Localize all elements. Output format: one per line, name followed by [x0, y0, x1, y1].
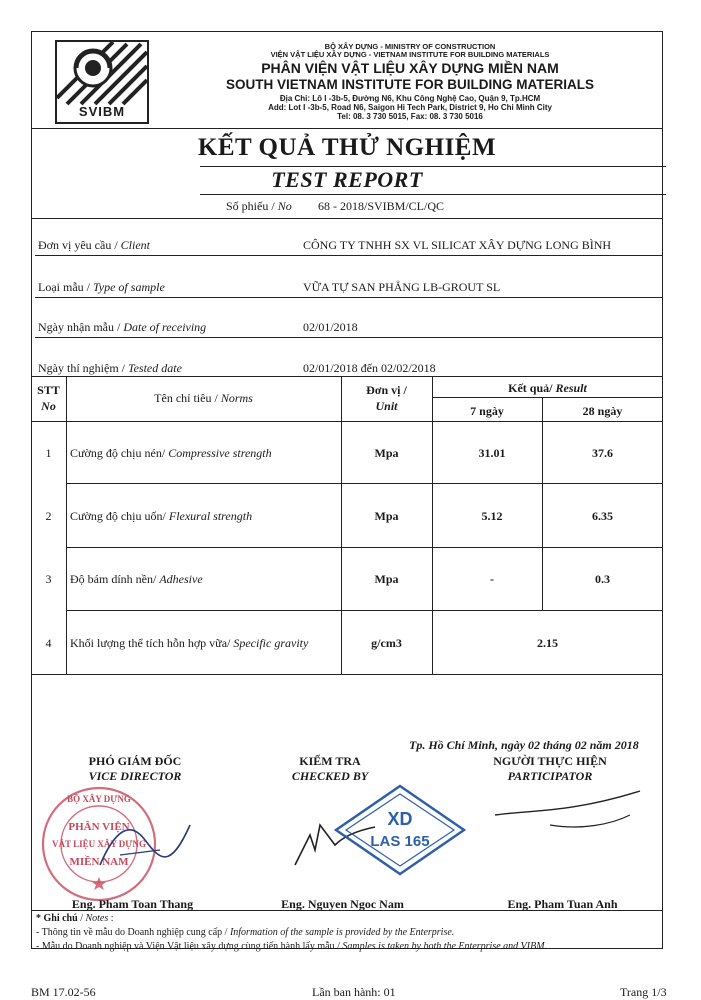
- institute-line: VIỆN VẬT LIỆU XÂY DỰNG - VIETNAM INSTITUTE FOR BUILDING MATERIALS: [270, 50, 550, 59]
- vice-director-title-en: VICE DIRECTOR: [88, 769, 182, 783]
- checked-by-title-en: CHECKED BY: [291, 769, 369, 783]
- receiving-date-underline: [35, 337, 663, 338]
- address-en: Add: Lot I -3b-5, Road N6, Saigon Hi Tech Park, District 9, Ho Chi Minh City: [268, 103, 552, 112]
- vice-director-signature: [90, 810, 200, 880]
- row-divider-1: [66, 483, 663, 484]
- table-row-3-7d: -: [490, 572, 494, 586]
- col-line-1: [66, 376, 67, 674]
- header-28-days: 28 ngày: [582, 404, 623, 418]
- notes-line-2: - Mẫu do Doanh nghiệp và Viện Vật liệu xây dựng cùng tiến hành lấy mẫu / Samples is taken by both the Enterprise and VIBM.: [36, 941, 548, 952]
- header-divider: [31, 128, 663, 129]
- vice-director-name: Eng. Pham Toan Thang: [71, 897, 194, 911]
- issue-number: Lần ban hành: 01: [312, 985, 396, 999]
- col-line-2: [341, 376, 342, 674]
- participator-name: Eng. Pham Tuan Anh: [507, 897, 618, 911]
- col-line-3: [432, 376, 433, 674]
- svibm-logo: [55, 40, 149, 124]
- tested-date-label: Ngày thí nghiệm / Tested date: [38, 361, 182, 375]
- receiving-date-label: Ngày nhận mẫu / Date of receiving: [38, 320, 207, 334]
- table-bottom-border: [31, 674, 663, 675]
- table-row-2-norm: Cường độ chịu uốn/ Flexural strength: [70, 509, 253, 523]
- report-no-label: Số phiếu / No: [226, 199, 292, 213]
- table-row-4-no: 4: [45, 636, 52, 650]
- table-row-3-28d: 0.3: [595, 572, 610, 586]
- table-row-3-unit: Mpa: [374, 572, 399, 586]
- header-unit-vi: Đơn vị /: [366, 383, 407, 397]
- header-no-en: No: [41, 399, 56, 413]
- seal-top-text: BỘ XÂY DỰNG: [67, 794, 131, 804]
- vice-director-title-vi: PHÓ GIÁM ĐỐC: [88, 754, 182, 768]
- report-no-value: 68 - 2018/SVIBM/CL/QC: [318, 199, 445, 213]
- receiving-date-value: 02/01/2018: [303, 320, 358, 334]
- title-en: TEST REPORT: [271, 167, 423, 192]
- table-row-3-no: 3: [45, 572, 52, 586]
- table-row-1-unit: Mpa: [374, 446, 399, 460]
- table-row-1-7d: 31.01: [478, 446, 506, 460]
- xd-stamp-line-2: LAS 165: [370, 833, 430, 850]
- logo-text: SVIBM: [78, 104, 126, 119]
- notes-label: * Ghi chú / Notes :: [36, 913, 114, 924]
- form-code: BM 17.02-56: [31, 985, 96, 999]
- seal-line-2: VẬT LIỆU XÂY DỰNG: [52, 839, 146, 849]
- sample-type-value: VỮA TỰ SAN PHẲNG LB-GROUT SL: [303, 280, 501, 294]
- info-divider-top: [31, 218, 663, 219]
- table-row-4-norm: Khối lượng thể tích hỗn hợp vữa/ Specific gravity: [70, 636, 309, 650]
- header-result: Kết quả/ Result: [508, 381, 587, 395]
- header-no-vi: STT: [37, 383, 60, 397]
- table-row-2-28d: 6.35: [592, 509, 613, 523]
- checked-by-title-vi: KIỂM TRA: [299, 754, 361, 768]
- header-norms: Tên chỉ tiêu / Norms: [154, 391, 253, 405]
- page-number: Trang 1/3: [620, 985, 667, 999]
- seal-line-1: PHÂN VIỆN: [68, 821, 130, 833]
- table-row-2-no: 2: [45, 509, 52, 523]
- title-underline-2: [200, 194, 666, 195]
- notes-divider: [31, 910, 663, 911]
- table-row-2-7d: 5.12: [481, 509, 503, 523]
- header-unit-en: Unit: [375, 399, 398, 413]
- header-7-days: 7 ngày: [470, 404, 504, 418]
- title-underline-1: [200, 166, 666, 167]
- participator-title-vi: NGƯỜI THỰC HIỆN: [493, 754, 607, 768]
- result-subheader-line: [432, 397, 663, 398]
- tested-date-value: 02/01/2018 đến 02/02/2018: [303, 361, 436, 375]
- client-label: Đơn vị yêu cầu / Client: [38, 238, 151, 252]
- participator-signature: [490, 785, 650, 845]
- xd-las-stamp: [330, 780, 470, 880]
- table-row-1-norm: Cường độ chịu nén/ Compressive strength: [70, 446, 272, 460]
- notes-line-1: - Thông tin về mẫu do Doanh nghiệp cung cấp / Information of the sample is provided by the Enterprise.: [36, 927, 455, 938]
- sample-type-underline: [35, 297, 663, 298]
- institute-name-vi: PHÂN VIỆN VẬT LIỆU XÂY DỰNG MIỀN NAM: [261, 60, 559, 76]
- table-row-3-norm: Độ bám dính nền/ Adhesive: [70, 572, 203, 586]
- seal-line-3: MIỀN NAM: [69, 856, 129, 868]
- address-vi: Địa Chỉ: Lô I -3b-5, Đường N6, Khu Công Nghệ Cao, Quận 9, Tp.HCM: [279, 94, 541, 103]
- table-row-2-unit: Mpa: [374, 509, 399, 523]
- table-row-4-unit: g/cm3: [371, 636, 402, 650]
- table-row-1-no: 1: [45, 446, 52, 460]
- place-date: Tp. Hồ Chí Minh, ngày 02 tháng 02 năm 2018: [409, 738, 639, 752]
- table-row-1-28d: 37.6: [592, 446, 613, 460]
- xd-stamp-line-1: XD: [387, 809, 413, 829]
- table-top-border: [31, 376, 663, 377]
- table-header-bottom: [31, 421, 663, 422]
- ministry-line: BỘ XÂY DỰNG - MINISTRY OF CONSTRUCTION: [324, 42, 496, 51]
- sample-type-label: Loại mẫu / Type of sample: [38, 280, 165, 294]
- row-divider-3: [66, 610, 663, 611]
- table-row-4-result: 2.15: [537, 636, 558, 650]
- title-vi: KẾT QUẢ THỬ NGHIỆM: [197, 134, 497, 161]
- row-divider-2: [66, 547, 663, 548]
- contact-line: Tel: 08. 3 730 5015, Fax: 08. 3 730 5016: [337, 112, 483, 121]
- client-value: CÔNG TY TNHH SX VL SILICAT XÂY DỰNG LONG BÌNH: [303, 238, 612, 252]
- checked-by-name: Eng. Nguyen Ngoc Nam: [281, 897, 404, 911]
- participator-title-en: PARTICIPATOR: [507, 769, 593, 783]
- institute-name-en: SOUTH VIETNAM INSTITUTE FOR BUILDING MATERIALS: [226, 77, 594, 92]
- client-underline: [35, 255, 663, 256]
